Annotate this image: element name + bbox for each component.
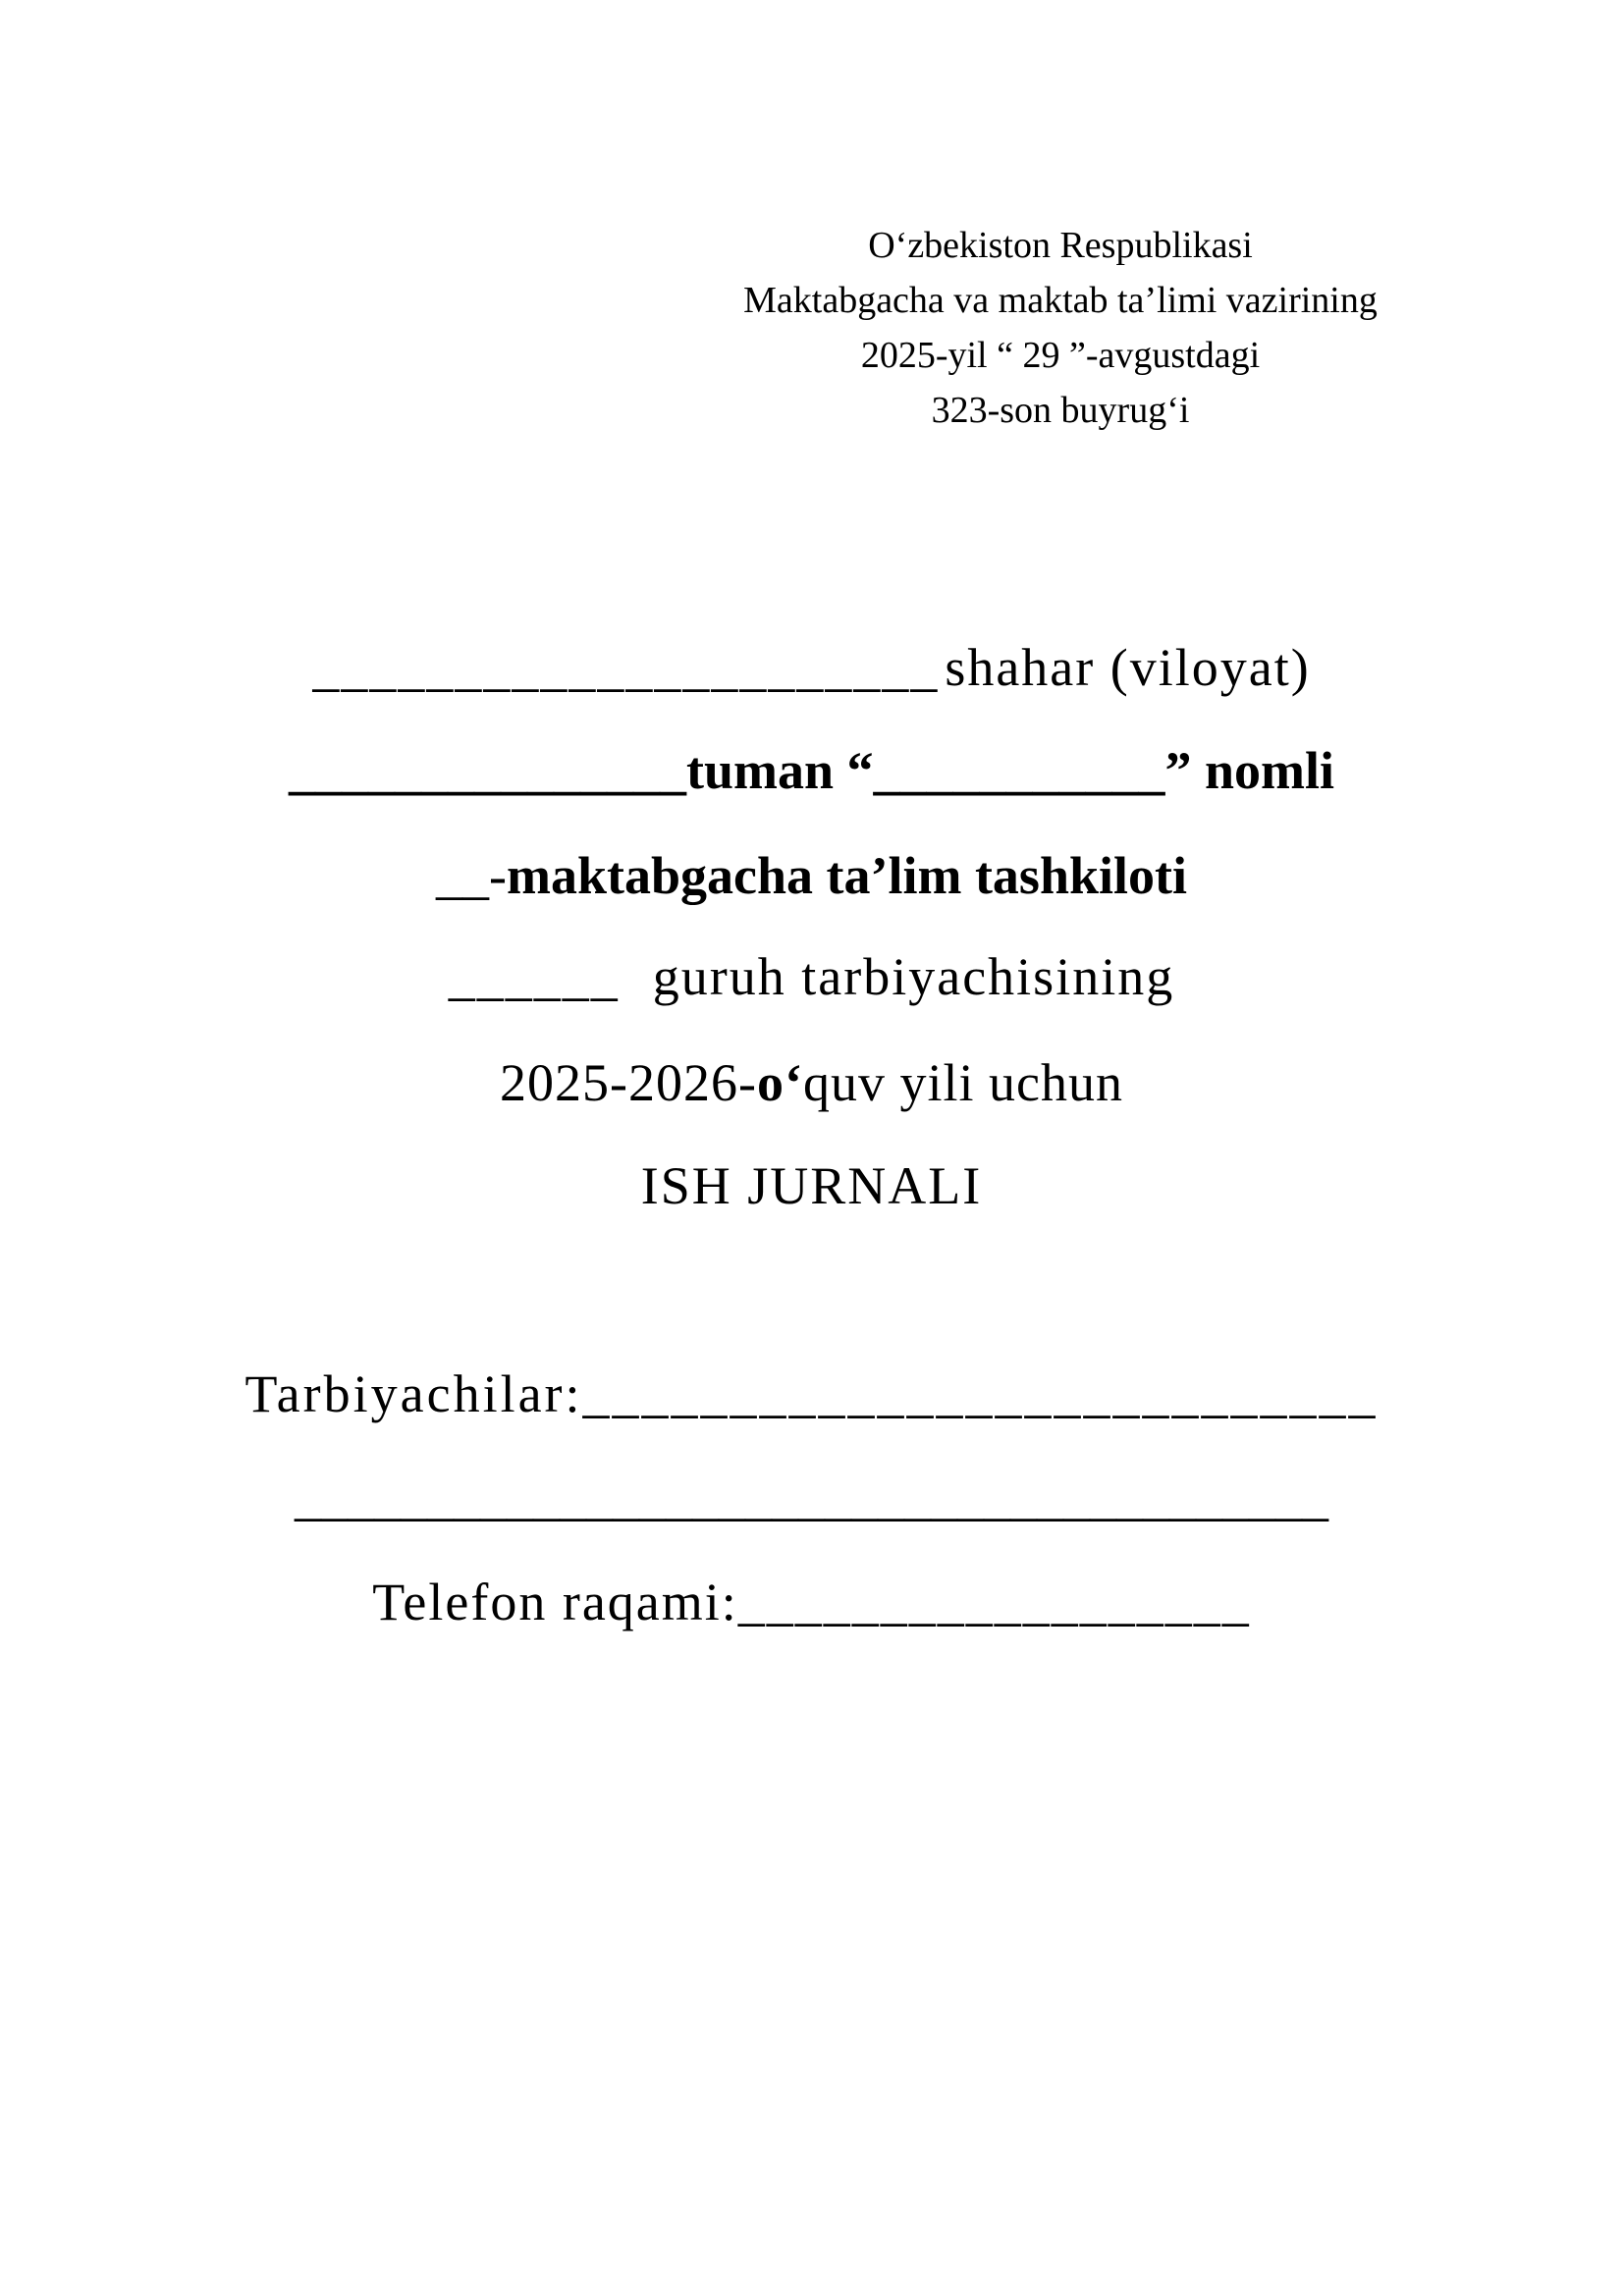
org-label: maktabgacha ta’lim tashkiloti — [506, 846, 1188, 905]
org-dash: - — [488, 846, 507, 905]
organization-line — [0, 841, 1623, 910]
group-line — [0, 942, 1623, 1011]
city-blank: ______________________ — [312, 638, 940, 697]
city-line — [0, 633, 1623, 702]
org-name-blank: ___________ — [873, 741, 1165, 800]
decree-reference — [648, 218, 1473, 438]
teachers-blank-line-2: _______________________________________ — [295, 1468, 1328, 1526]
academic-year-line — [0, 1048, 1623, 1117]
phone-blank: __________________ — [737, 1573, 1251, 1631]
teachers-label: Tarbiyachilar: — [244, 1364, 583, 1423]
district-line — [0, 736, 1623, 805]
header-line-republic: O‘zbekiston Respublikasi — [868, 225, 1253, 266]
header-line-ministry: Maktabgacha va maktab ta’limi vazirining — [743, 280, 1378, 321]
year-bold-part: o‘ — [757, 1053, 803, 1112]
year-prefix: 2025-2026- — [500, 1053, 757, 1112]
phone-label: Telefon raqami: — [372, 1573, 738, 1631]
header-line-date: 2025-yil “ 29 ”-avgustdagi — [860, 335, 1261, 376]
teachers-blank: ___________________________ — [582, 1364, 1379, 1423]
group-label: guruh tarbiyachisining — [652, 947, 1175, 1006]
named-label: ” nomli — [1164, 741, 1335, 800]
group-blank: ______ — [448, 947, 620, 1006]
header-line-order: 323-son buyrug‘i — [931, 390, 1190, 431]
district-blank: _______________ — [288, 741, 686, 800]
year-suffix: quv yili uchun — [802, 1053, 1123, 1112]
document-title: ISH JURNALI — [640, 1156, 983, 1215]
org-number-blank: __ — [435, 846, 489, 905]
phone-line — [0, 1568, 1623, 1636]
city-label: shahar (viloyat) — [945, 638, 1311, 697]
teachers-line — [0, 1360, 1623, 1428]
district-label: tuman “ — [685, 741, 874, 800]
